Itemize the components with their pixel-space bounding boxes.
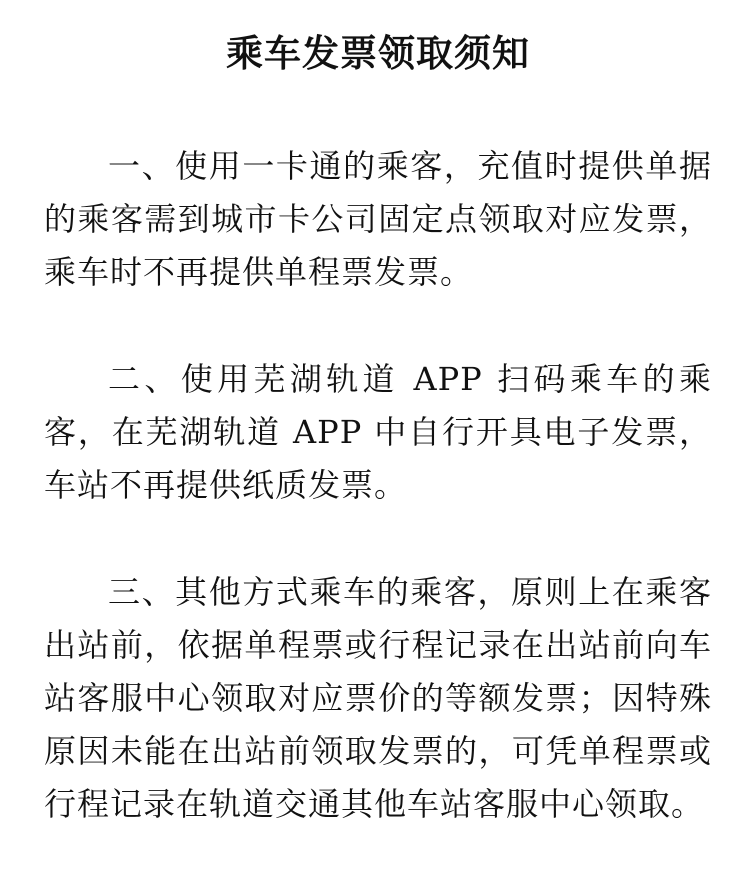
notice-body	[44, 140, 712, 831]
paragraph-app-scan: 二、使用芜湖轨道 APP 扫码乘车的乘客，在芜湖轨道 APP 中自行开具电子发票，车站不再提供纸质发票。	[44, 360, 712, 504]
paragraph-other-methods: 三、其他方式乘车的乘客，原则上在乘客出站前，依据单程票或行程记录在出站前向车站客服中心领取对应票价的等额发票；因特殊原因未能在出站前领取发票的，可凭单程票或行程记录在轨道交通其他车站客服中心领取。	[44, 573, 712, 823]
paragraph-one-card: 一、使用一卡通的乘客，充值时提供单据的乘客需到城市卡公司固定点领取对应发票，乘车时不再提供单程票发票。	[44, 147, 712, 291]
page-title: 乘车发票领取须知	[226, 32, 530, 75]
